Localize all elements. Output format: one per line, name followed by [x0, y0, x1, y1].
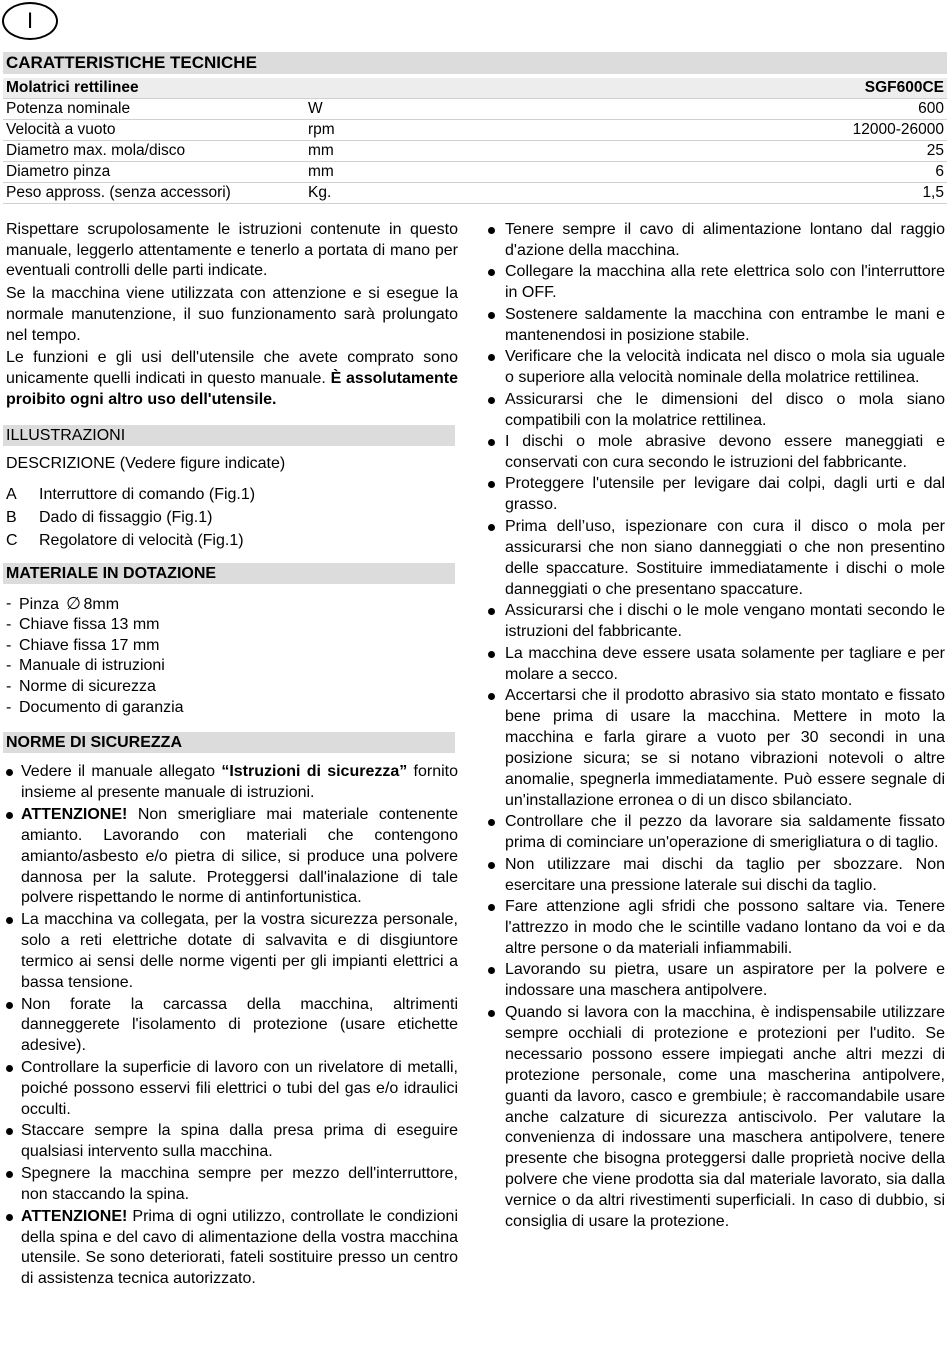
list-item [488, 262, 945, 304]
spec-label: Potenza nominale [6, 100, 131, 117]
list-item [488, 390, 945, 432]
list-item [6, 1164, 458, 1206]
section-heading-norme: NORME DI SICUREZZA [3, 732, 455, 753]
list-item [488, 347, 945, 389]
section-heading-materiale: MATERIALE IN DOTAZIONE [3, 563, 455, 584]
item-text: La macchina va collegata, per la vostra sicurezza personale, solo a reti elettriche dotate di salvavita e di disgiuntore termico ai sensi delle norme vigenti per gli impianti elettrici a bassa tensione. [21, 911, 458, 991]
bullet-icon [6, 1171, 13, 1178]
list-item [6, 1058, 458, 1120]
list-item [488, 812, 945, 854]
item-text: Chiave fissa 13 mm [19, 616, 160, 634]
intro-warning: È assolutamente proibito ogni altro uso dell'utensile. [6, 369, 458, 408]
spec-unit: mm [308, 142, 334, 159]
item-text: Accertarsi che il prodotto abrasivo sia stato montato e fissato bene prima di usare la macchina. Mettere in moto la macchina e farla girare a vuoto per 30 secondi in una posizione sicura; se si notano vibrazioni notevoli o altre anomalie, spegnerla immediatamente. Può essere segnale di un'installazione erronea o di un disco sbilanciato. [505, 686, 945, 809]
bullet-icon [488, 524, 495, 531]
bullet-icon [488, 481, 495, 488]
list-item [6, 483, 458, 506]
bullet-icon [488, 693, 495, 700]
bullet-icon [488, 967, 495, 974]
item-text: Verificare che la velocità indicata nel disco o mola sia uguale o superiore alla velocità nominale della molatrice rettilinea. [505, 348, 945, 387]
spec-label: Velocità a vuoto [6, 121, 116, 138]
table-row [3, 99, 947, 120]
dash-marker: - [6, 657, 12, 675]
list-item [6, 995, 458, 1057]
table-row [3, 120, 947, 141]
list-item [6, 910, 458, 993]
dash-marker: - [6, 678, 12, 696]
bullet-icon [488, 1010, 495, 1017]
list-item [6, 656, 458, 677]
item-text: Regolatore di velocità (Fig.1) [39, 532, 244, 550]
item-text: Spegnere la macchina sempre per mezzo dell'interruttore, non staccando la spina. [21, 1165, 458, 1203]
item-text: fornito insieme al presente manuale di istruzioni. [21, 763, 458, 802]
bullet-icon [6, 1128, 13, 1135]
spec-value: 25 [926, 142, 944, 159]
pinza-size: 8mm [83, 596, 120, 614]
item-text [19, 594, 119, 616]
specs-table [3, 78, 947, 204]
right-column [488, 220, 945, 1234]
bullet-icon [6, 1065, 13, 1072]
bullet-icon [488, 904, 495, 911]
bullet-icon [488, 397, 495, 404]
list-item [488, 220, 945, 262]
section-subheading: DESCRIZIONE (Vedere figure indicate) [6, 455, 286, 473]
specs-header-row [3, 78, 947, 99]
list-item [488, 960, 945, 1002]
list-item [488, 1003, 945, 1233]
item-text: Norme di sicurezza [19, 678, 156, 696]
bullet-icon [488, 608, 495, 615]
table-row [3, 183, 947, 204]
list-item [6, 615, 458, 636]
list-item [6, 506, 458, 529]
dash-marker: - [6, 616, 12, 634]
spec-label: Diametro pinza [6, 163, 111, 180]
bullet-icon [6, 769, 13, 776]
spec-value: 1,5 [922, 184, 944, 201]
item-text: Fare attenzione agli sfridi che possono saltare via. Tenere l'attrezzo in modo che le scintille vadano lontano da voi e da altre persone o da materiali infiammabili. [505, 898, 945, 957]
section-heading-illustrazioni: ILLUSTRAZIONI [3, 425, 455, 446]
list-item [6, 762, 458, 804]
table-row [3, 162, 947, 183]
item-text: La macchina deve essere usata solamente per tagliare e per molare a secco. [505, 644, 945, 683]
item-text: Assicurarsi che i dischi o le mole vengano montati secondo le istruzioni del fabbricante. [505, 602, 945, 641]
item-text: Non smerigliare mai materiale contenente amianto. Lavorando con materiali che contengono amianto/asbesto e/o pietra di silice, si produce una polvere dannosa per la salute. Proteggersi dall'inalazione di tale polvere rispettando le norme di antinfortunistica. [21, 806, 458, 907]
spec-value: 12000-26000 [852, 121, 944, 138]
bullet-icon [488, 227, 495, 234]
item-text: Controllare la superficie di lavoro con un rivelatore di metalli, poiché possono esservi fili elettrici o tubi del gas e/o idraulici occulti. [21, 1058, 458, 1118]
list-item [488, 644, 945, 686]
bullet-icon [6, 917, 13, 924]
item-text: Documento di garanzia [19, 698, 184, 716]
spec-unit: mm [308, 163, 334, 180]
item-text: Assicurarsi che le dimensioni del disco o mola siano compatibili con la molatrice rettilinea. [505, 390, 945, 429]
bullet-icon [6, 812, 13, 819]
list-item [6, 1207, 458, 1290]
item-text: Manuale di istruzioni [19, 657, 165, 675]
dash-marker: - [6, 636, 12, 654]
item-text: Quando si lavora con la macchina, è indispensabile utilizzare sempre occhiali di protezione e protezioni per l'udito. Se necessario possono essere impiegati anche altri mezzi di protezione personale, come una mascherina antipolvere, guanti da lavoro, casco e grembiule; è raccomandabile usare anche calzature di sicurezza antiscivolo. Per valutare la convenienza di indossare una maschera antipolvere, tenere presente che bisogna proteggersi dalle proprietà nocive della polvere che viene prodotta sia dal materiale lavorato, sia dalla vernice o da altri rivestimenti superficiali. In caso di dubbio, si consiglia di usare la protezione. [505, 1003, 945, 1231]
item-letter: B [6, 509, 17, 527]
list-item [6, 594, 458, 615]
spec-label: Peso appross. (senza accessori) [6, 184, 231, 201]
spec-label: Diametro max. mola/disco [6, 142, 186, 159]
item-text: Prima di ogni utilizzo, controllate le condizioni della spina e del cavo di alimentazione della vostra macchina utensile. Se sono deteriorati, fateli sostituire presso un centro di assistenza tecnica autorizzato. [21, 1207, 458, 1288]
bullet-icon [488, 651, 495, 658]
item-text: Dado di fissaggio (Fig.1) [39, 509, 213, 527]
intro-paragraph [6, 348, 458, 410]
diameter-icon: ∅ [66, 594, 81, 614]
warning-label: ATTENZIONE! [21, 806, 128, 824]
list-item [488, 305, 945, 347]
specs-title: CARATTERISTICHE TECNICHE [3, 52, 947, 74]
item-text: Non utilizzare mai dischi da taglio per sbozzare. Non esercitare una pressione laterale sui dischi da taglio. [505, 855, 945, 894]
spec-value: 6 [935, 163, 944, 180]
pinza-label: Pinza [19, 596, 60, 614]
item-text: Non forate la carcassa della macchina, altrimenti danneggerete l'isolamento di protezione (usare etichette adesive). [21, 995, 458, 1055]
bullet-icon [6, 1214, 13, 1221]
table-row [3, 141, 947, 162]
item-emphasis: “Istruzioni di sicurezza” [221, 763, 408, 781]
bullet-icon [6, 1002, 13, 1009]
item-text: Vedere il manuale allegato [21, 763, 222, 781]
list-item [6, 636, 458, 657]
warning-label: ATTENZIONE! [21, 1207, 128, 1225]
spec-unit: W [308, 100, 323, 117]
materiale-list [6, 594, 458, 718]
item-text: Lavorando su pietra, usare un aspiratore per la polvere e indossare una maschera antipolvere. [505, 961, 945, 1000]
item-text: Chiave fissa 17 mm [19, 636, 160, 654]
dash-marker: - [6, 698, 12, 716]
list-item [488, 855, 945, 897]
item-text: Prima dell’uso, ispezionare con cura il disco o mola per assicurarsi che non siano danneggiati o che non presentino delle spaccature. Sostituire immediatamente i dischi o mole danneggiati o che presentano spaccature. [505, 517, 945, 598]
list-item [488, 601, 945, 643]
specs-product-name: Molatrici rettilinee [6, 79, 139, 96]
item-text: Collegare la macchina alla rete elettrica solo con l'interruttore in OFF. [505, 263, 945, 302]
dash-marker: - [6, 595, 12, 613]
item-text: I dischi o mole abrasive devono essere maneggiati e conservati con cura secondo le istruzioni del fabbricante. [505, 433, 945, 471]
left-column [6, 220, 458, 1291]
specs-model: SGF600CE [864, 79, 944, 96]
spec-value: 600 [918, 100, 944, 117]
safety-list [488, 220, 945, 1233]
list-item [6, 677, 458, 698]
item-text: Tenere sempre il cavo di alimentazione lontano dal raggio d'azione della macchina. [505, 221, 945, 259]
bullet-icon [488, 354, 495, 361]
list-item [488, 432, 945, 474]
illustration-list [6, 483, 458, 552]
language-badge: I [2, 2, 58, 40]
list-item [488, 897, 945, 960]
list-item [6, 698, 458, 719]
list-item [6, 529, 458, 552]
intro-paragraph: Se la macchina viene utilizzata con attenzione e si esegue la normale manutenzione, il suo funzionamento sarà prolungato nel tempo. [6, 285, 458, 344]
item-text: Interruttore di comando (Fig.1) [39, 486, 256, 504]
list-item [488, 686, 945, 812]
intro-paragraph: Rispettare scrupolosamente le istruzioni contenute in questo manuale, leggerlo attentamente e tenerlo a portata di mano per eventuali controlli delle parti indicate. [6, 221, 458, 280]
bullet-icon [488, 312, 495, 319]
item-text: Controllare che il pezzo da lavorare sia saldamente fissato prima di cominciare un'operazione di smerigliatura o di taglio. [505, 813, 945, 852]
norme-list [6, 762, 458, 1290]
spec-unit: rpm [308, 121, 335, 138]
item-letter: A [6, 486, 17, 504]
bullet-icon [488, 439, 495, 446]
spec-unit: Kg. [308, 184, 332, 201]
list-item [6, 805, 458, 909]
list-item [488, 474, 945, 516]
bullet-icon [488, 269, 495, 276]
item-text: Sostenere saldamente la macchina con entrambe le mani e mantenendosi in posizione stabile. [505, 305, 945, 344]
bullet-icon [488, 862, 495, 869]
list-item [6, 1121, 458, 1163]
item-text: Staccare sempre la spina dalla presa prima di eseguire qualsiasi intervento sulla macchina. [21, 1122, 458, 1161]
item-text: Proteggere l'utensile per levigare dai colpi, dagli urti e dal grasso. [505, 475, 945, 514]
intro-text: Le funzioni e gli usi dell'utensile che avete comprato sono unicamente quelli indicati in questo manuale. [6, 349, 458, 387]
item-letter: C [6, 532, 18, 550]
bullet-icon [488, 819, 495, 826]
list-item [488, 517, 945, 601]
